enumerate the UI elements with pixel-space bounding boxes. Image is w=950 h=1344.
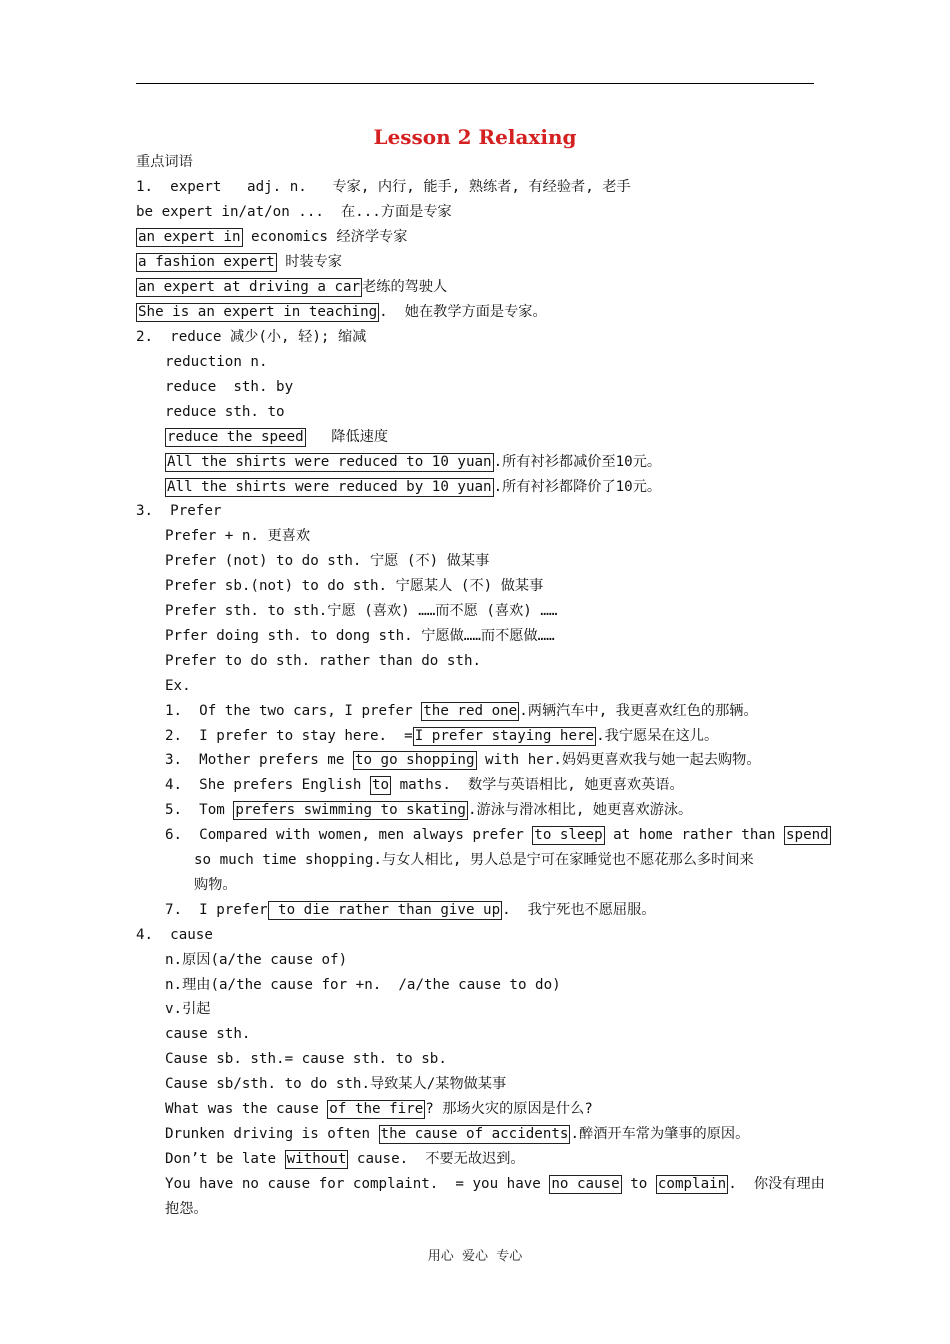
text-segment: 购物。: [194, 877, 237, 893]
boxed-phrase: She is an expert in teaching: [138, 304, 378, 320]
text-line: [194, 850, 754, 870]
text-segment: Prefer sth. to sth.宁愿 (喜欢) ……而不愿 (喜欢) ……: [165, 603, 558, 619]
text-line: [136, 202, 452, 222]
text-line: [165, 651, 481, 671]
boxed-phrase: to go shopping: [354, 752, 475, 768]
text-line: [165, 1149, 525, 1169]
text-segment: n.理由(a/the cause for +n. /a/the cause to do): [165, 977, 561, 993]
text-line: [165, 402, 285, 422]
text-line: [165, 477, 661, 497]
text-segment: 时装专家: [276, 254, 342, 270]
text-segment: v.引起: [165, 1001, 211, 1017]
text-line: [165, 975, 561, 995]
text-line: [165, 1074, 506, 1094]
boxed-phrase: no cause: [551, 1176, 620, 1192]
text-segment: 老练的驾驶人: [362, 279, 448, 295]
boxed-phrase: to: [372, 777, 390, 793]
text-segment: .醉酒开车常为肇事的原因。: [570, 1126, 750, 1142]
text-segment: Don’t be late: [165, 1151, 285, 1167]
boxed-phrase: the cause of accidents: [380, 1126, 569, 1142]
text-segment: maths. 数学与英语相比, 她更喜欢英语。: [391, 777, 684, 793]
text-line: [136, 227, 407, 247]
text-line: [165, 676, 191, 696]
text-segment: . 我宁死也不愿屈服。: [502, 902, 656, 918]
text-line: [165, 452, 661, 472]
text-segment: 7. I prefer: [165, 902, 268, 918]
text-line: [165, 427, 388, 447]
text-segment: reduce sth. by: [165, 379, 294, 395]
boxed-phrase: an expert in: [138, 229, 241, 245]
text-line: [165, 1049, 447, 1069]
boxed-phrase: complain: [657, 1176, 727, 1192]
text-segment: reduction n.: [165, 354, 268, 370]
text-line: [165, 1174, 825, 1194]
text-segment: What was the cause: [165, 1101, 328, 1117]
text-line: [136, 277, 447, 297]
text-segment: You have no cause for complaint. = you have: [165, 1176, 550, 1192]
text-segment: n.原因(a/the cause of): [165, 952, 348, 968]
page-title: Lesson 2 Relaxing: [373, 125, 577, 149]
text-segment: . 她在教学方面是专家。: [379, 304, 547, 320]
boxed-phrase: All the shirts were reduced by 10 yuan: [167, 479, 492, 495]
page-footer: 用心 爱心 专心: [427, 1249, 523, 1264]
text-line: [165, 526, 310, 546]
text-line: [136, 501, 221, 521]
text-line: [136, 302, 547, 322]
text-line: [165, 999, 210, 1019]
boxed-phrase: to die rather than give up: [269, 902, 501, 918]
boxed-phrase: a fashion expert: [138, 254, 275, 270]
text-line: [165, 1199, 208, 1219]
text-line: [165, 701, 758, 721]
text-segment: 1. expert adj. n. 专家, 内行, 能手, 熟练者, 有经验者, 老手: [136, 179, 631, 195]
text-segment: at home rather than: [604, 827, 785, 843]
text-segment: . 你没有理由: [728, 1176, 825, 1192]
text-segment: .所有衬衫都降价了10元。: [493, 479, 662, 495]
text-segment: be expert in/at/on ... 在...方面是专家: [136, 204, 452, 220]
text-segment: 4. cause: [136, 927, 213, 943]
text-segment: Prfer doing sth. to dong sth. 宁愿做……而不愿做……: [165, 628, 555, 644]
text-segment: 3. Prefer: [136, 503, 222, 519]
text-segment: Prefer to do sth. rather than do sth.: [165, 653, 482, 669]
text-line: [165, 377, 293, 397]
text-segment: with her.妈妈更喜欢我与她一起去购物。: [476, 752, 761, 768]
text-segment: .所有衬衫都减价至10元。: [493, 454, 662, 470]
boxed-phrase: prefers swimming to skating: [235, 802, 466, 818]
text-segment: .游泳与滑冰相比, 她更喜欢游泳。: [467, 802, 693, 818]
text-segment: 抱怨。: [165, 1201, 208, 1217]
text-line: [165, 1099, 593, 1119]
boxed-phrase: of the fire: [329, 1101, 424, 1117]
text-segment: 6. Compared with women, men always prefer: [165, 827, 533, 843]
text-line: [165, 825, 831, 845]
boxed-phrase: the red one: [423, 703, 518, 719]
text-line: [136, 925, 213, 945]
text-segment: 降低速度: [305, 429, 389, 445]
text-segment: cause sth.: [165, 1026, 251, 1042]
text-segment: 2. reduce 减少(小, 轻); 缩减: [136, 329, 367, 345]
text-line: [165, 626, 555, 646]
text-segment: cause. 不要无故迟到。: [348, 1151, 525, 1167]
boxed-phrase: spend: [786, 827, 829, 843]
boxed-phrase: an expert at driving a car: [138, 279, 361, 295]
text-segment: 5. Tom: [165, 802, 234, 818]
text-segment: Drunken driving is often: [165, 1126, 379, 1142]
text-segment: to: [621, 1176, 656, 1192]
text-segment: Cause sb. sth.= cause sth. to sb.: [165, 1051, 447, 1067]
text-segment: Ex.: [165, 678, 191, 694]
text-segment: ? 那场火灾的原因是什么?: [425, 1101, 593, 1117]
boxed-phrase: to sleep: [534, 827, 603, 843]
text-line: [165, 900, 655, 920]
text-segment: .我宁愿呆在这儿。: [596, 728, 719, 744]
text-line: [165, 950, 347, 970]
text-line: [165, 601, 557, 621]
boxed-phrase: without: [286, 1151, 347, 1167]
text-line: [165, 750, 761, 770]
text-line: [165, 1024, 250, 1044]
text-segment: 重点词语: [136, 154, 193, 170]
boxed-phrase: reduce the speed: [167, 429, 304, 445]
text-line: [136, 152, 193, 172]
text-segment: so much time shopping.与女人相比, 男人总是宁可在家睡觉也不愿花那么多时间来: [194, 852, 754, 868]
text-segment: 2. I prefer to stay here. =: [165, 728, 413, 744]
text-line: [165, 726, 718, 746]
text-segment: .两辆汽车中, 我更喜欢红色的那辆。: [519, 703, 758, 719]
text-line: [136, 177, 631, 197]
text-segment: reduce sth. to: [165, 404, 285, 420]
boxed-phrase: I prefer staying here: [414, 728, 595, 744]
header-rule: [136, 83, 814, 84]
text-line: [194, 875, 237, 895]
text-segment: Prefer + n. 更喜欢: [165, 528, 311, 544]
text-line: [165, 551, 489, 571]
text-line: [165, 1124, 749, 1144]
text-segment: 4. She prefers English: [165, 777, 370, 793]
text-segment: economics 经济学专家: [242, 229, 408, 245]
text-line: [136, 327, 366, 347]
text-line: [165, 800, 692, 820]
text-segment: 1. Of the two cars, I prefer: [165, 703, 422, 719]
text-segment: Cause sb/sth. to do sth.导致某人/某物做某事: [165, 1076, 507, 1092]
boxed-phrase: All the shirts were reduced to 10 yuan: [167, 454, 492, 470]
text-segment: 3. Mother prefers me: [165, 752, 353, 768]
text-line: [165, 576, 543, 596]
text-line: [136, 252, 342, 272]
text-segment: Prefer sb.(not) to do sth. 宁愿某人 (不) 做某事: [165, 578, 544, 594]
text-segment: Prefer (not) to do sth. 宁愿 (不) 做某事: [165, 553, 490, 569]
text-line: [165, 775, 684, 795]
text-line: [165, 352, 268, 372]
